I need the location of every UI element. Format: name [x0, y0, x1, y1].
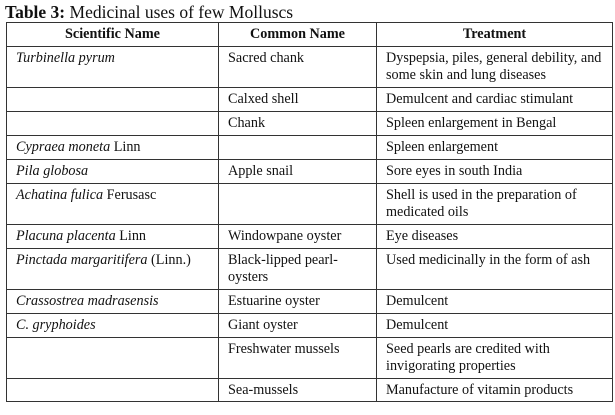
scientific-name-cell: [7, 337, 219, 378]
scientific-name-cell: [7, 87, 219, 111]
table-row: [7, 337, 613, 378]
table-row: [7, 159, 613, 183]
common-name-cell: Sacred chank: [219, 46, 377, 87]
treatment-cell: Demulcent: [377, 313, 613, 337]
scientific-name-cell: Cypraea moneta Linn: [7, 135, 219, 159]
header-common-name: Common Name: [219, 23, 377, 47]
treatment-cell: Demulcent: [377, 289, 613, 313]
scientific-name-cell: [7, 378, 219, 401]
table-row: [7, 46, 613, 87]
common-name-cell: Black-lipped pearl-oysters: [219, 248, 377, 289]
common-name-cell: [219, 183, 377, 224]
scientific-name-cell: Turbinella pyrum: [7, 46, 219, 87]
table-row: [7, 224, 613, 248]
scientific-name-cell: Crassostrea madrasensis: [7, 289, 219, 313]
scientific-name-cell: Pila globosa: [7, 159, 219, 183]
treatment-cell: Spleen enlargement in Bengal: [377, 111, 613, 135]
treatment-cell: Used medicinally in the form of ash: [377, 248, 613, 289]
table-row: [7, 183, 613, 224]
table-row: [7, 248, 613, 289]
treatment-cell: Spleen enlargement: [377, 135, 613, 159]
table-row: [7, 289, 613, 313]
scientific-name-cell: Pinctada margaritifera (Linn.): [7, 248, 219, 289]
treatment-cell: Sore eyes in south India: [377, 159, 613, 183]
treatment-cell: Demulcent and cardiac stimulant: [377, 87, 613, 111]
scientific-name-cell: C. gryphoides: [7, 313, 219, 337]
treatment-cell: Shell is used in the preparation of medicated oils: [377, 183, 613, 224]
common-name-cell: Chank: [219, 111, 377, 135]
table-row: [7, 378, 613, 401]
header-scientific-name: Scientific Name: [7, 23, 219, 47]
table-row: [7, 111, 613, 135]
molluscs-table: [6, 22, 613, 402]
common-name-cell: Estuarine oyster: [219, 289, 377, 313]
common-name-cell: Windowpane oyster: [219, 224, 377, 248]
header-treatment: Treatment: [377, 23, 613, 47]
caption-label: Table 3:: [5, 2, 66, 22]
common-name-cell: Sea-mussels: [219, 378, 377, 401]
scientific-name-cell: Achatina fulica Ferusasc: [7, 183, 219, 224]
treatment-cell: Eye diseases: [377, 224, 613, 248]
treatment-cell: Dyspepsia, piles, general debility, and some skin and lung diseases: [377, 46, 613, 87]
table-row: [7, 87, 613, 111]
scientific-name-cell: [7, 111, 219, 135]
header-row: [7, 23, 613, 47]
table-row: [7, 135, 613, 159]
common-name-cell: Apple snail: [219, 159, 377, 183]
common-name-cell: Giant oyster: [219, 313, 377, 337]
common-name-cell: [219, 135, 377, 159]
treatment-cell: Seed pearls are credited with invigorating properties: [377, 337, 613, 378]
common-name-cell: Freshwater mussels: [219, 337, 377, 378]
table-row: [7, 313, 613, 337]
scientific-name-cell: Placuna placenta Linn: [7, 224, 219, 248]
table-caption: [5, 1, 293, 23]
treatment-cell: Manufacture of vitamin products: [377, 378, 613, 401]
common-name-cell: Calxed shell: [219, 87, 377, 111]
caption-text: Medicinal uses of few Molluscs: [69, 2, 294, 22]
